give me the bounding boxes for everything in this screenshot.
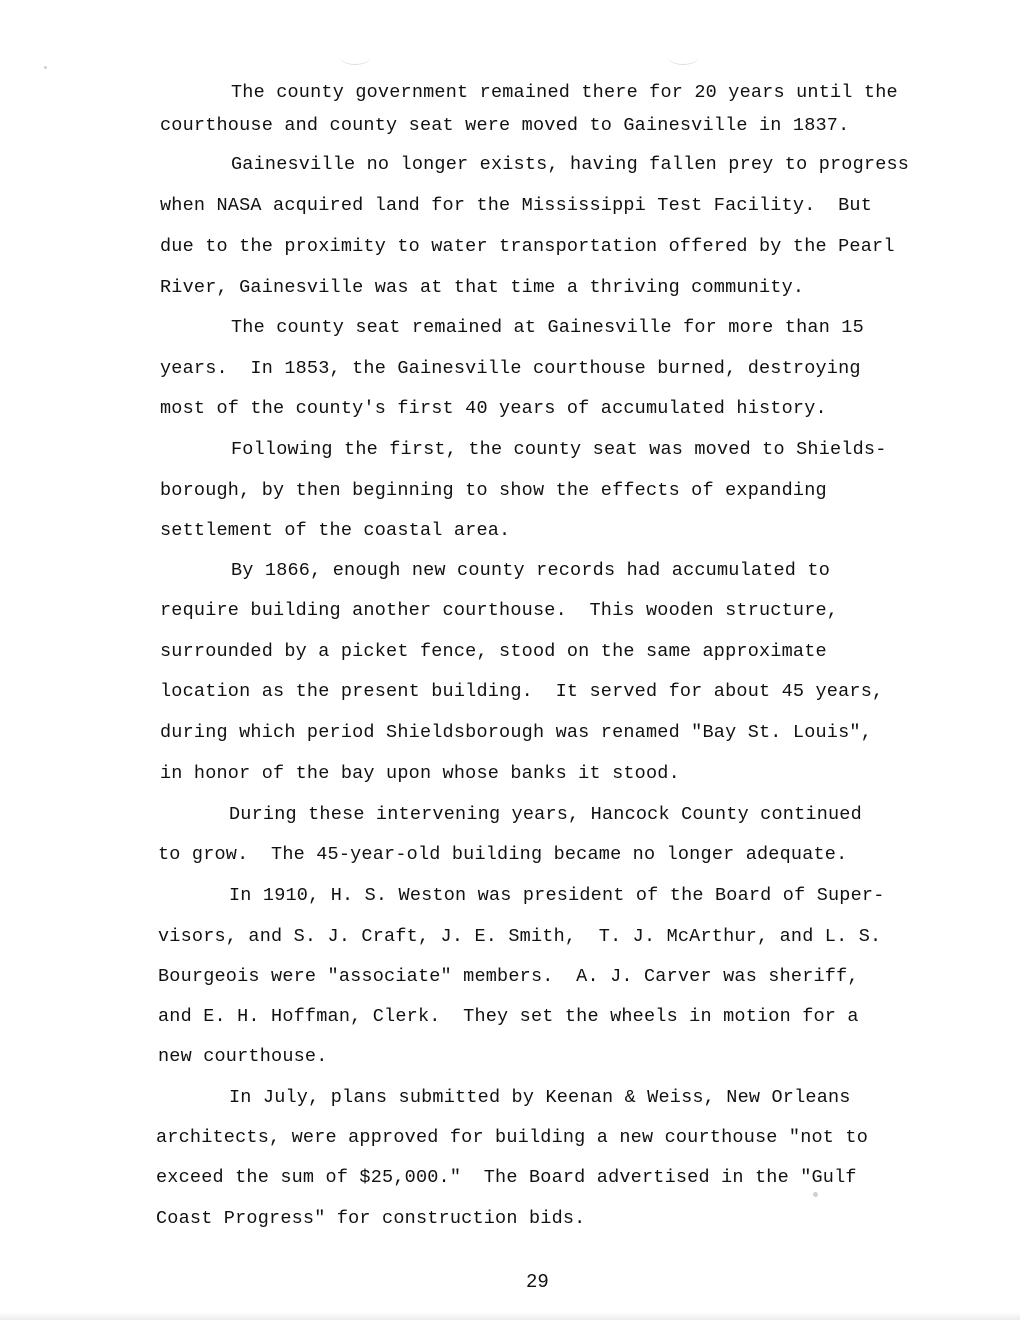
scan-speck (813, 1192, 818, 1197)
text-line: Following the first, the county seat was moved to Shields- (231, 439, 887, 460)
text-line: years. In 1853, the Gainesville courthouse burned, destroying (160, 358, 861, 379)
page-number: 29 (526, 1271, 549, 1293)
text-line: surrounded by a picket fence, stood on the same approximate (160, 641, 827, 662)
text-line: exceed the sum of $25,000." The Board advertised in the "Gulf (156, 1167, 857, 1188)
scan-bottom-edge (0, 1312, 1020, 1320)
text-line: require building another courthouse. This wooden structure, (160, 600, 839, 621)
scan-smudge (668, 50, 698, 65)
scan-smudge (340, 50, 370, 65)
text-line: location as the present building. It served for about 45 years, (160, 681, 884, 702)
text-line: River, Gainesville was at that time a thriving community. (160, 277, 805, 298)
text-line: visors, and S. J. Craft, J. E. Smith, T. J. McArthur, and L. S. (158, 926, 882, 947)
text-line: during which period Shieldsborough was renamed "Bay St. Louis", (160, 722, 873, 743)
text-line: in honor of the bay upon whose banks it stood. (160, 763, 680, 784)
text-line: During these intervening years, Hancock County continued (229, 804, 862, 825)
text-line: to grow. The 45-year-old building became no longer adequate. (158, 844, 848, 865)
text-line: By 1866, enough new county records had accumulated to (231, 560, 830, 581)
text-line: courthouse and county seat were moved to Gainesville in 1837. (160, 115, 850, 136)
text-line: The county seat remained at Gainesville for more than 15 (231, 317, 864, 338)
text-line: Coast Progress" for construction bids. (156, 1208, 586, 1229)
text-line: In 1910, H. S. Weston was president of the Board of Super- (229, 885, 885, 906)
text-line: architects, were approved for building a new courthouse "not to (156, 1127, 869, 1148)
text-line: borough, by then beginning to show the effects of expanding (160, 480, 827, 501)
text-line: Bourgeois were "associate" members. A. J. Carver was sheriff, (158, 966, 859, 987)
text-line: and E. H. Hoffman, Clerk. They set the wheels in motion for a (158, 1006, 859, 1027)
text-line: Gainesville no longer exists, having fallen prey to progress (231, 154, 910, 175)
text-line: In July, plans submitted by Keenan & Weiss, New Orleans (229, 1087, 851, 1108)
text-line: due to the proximity to water transportation offered by the Pearl (160, 236, 895, 257)
text-line: most of the county's first 40 years of accumulated history. (160, 398, 827, 419)
text-line: settlement of the coastal area. (160, 520, 511, 541)
scan-speck (44, 66, 47, 69)
text-line: when NASA acquired land for the Mississippi Test Facility. But (160, 195, 873, 216)
text-line: The county government remained there for 20 years until the (231, 82, 898, 103)
text-line: new courthouse. (158, 1046, 328, 1067)
